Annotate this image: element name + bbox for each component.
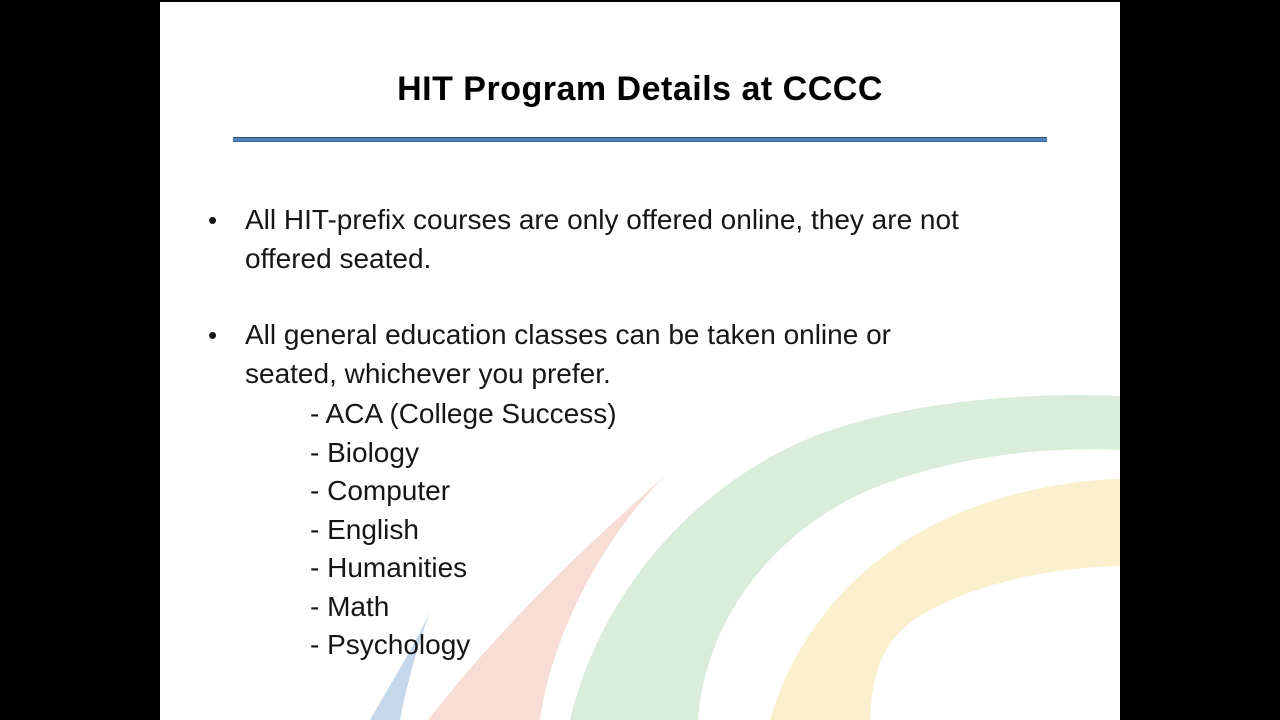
bullet-marker: •: [208, 205, 218, 235]
title-underline: [233, 137, 1047, 142]
bullet-text-line: offered seated.: [245, 242, 432, 274]
bullet-text-line: seated, whichever you prefer.: [245, 357, 611, 389]
list-item: - Biology: [310, 436, 419, 468]
bullet-text-line: All HIT-prefix courses are only offered online, they are not: [245, 204, 959, 235]
letterbox-left: [0, 0, 160, 720]
list-item: - Psychology: [310, 629, 471, 660]
bullet-text-line: All general education classes can be taken online or: [245, 319, 891, 350]
gen-ed-class-list: [310, 395, 1010, 665]
list-item: - English: [310, 513, 419, 545]
bullet-item: [208, 201, 1088, 278]
presentation-slide: [160, 2, 1120, 720]
slide-title: HIT Program Details at CCCC: [397, 70, 883, 108]
bullet-marker: •: [208, 320, 218, 350]
list-item: - Computer: [310, 475, 451, 506]
list-item: - Humanities: [310, 552, 468, 583]
list-item: - Math: [310, 590, 390, 622]
letterbox-right: [1120, 0, 1280, 720]
list-item: - ACA (College Success): [310, 398, 617, 429]
bullet-item: [208, 316, 1088, 393]
